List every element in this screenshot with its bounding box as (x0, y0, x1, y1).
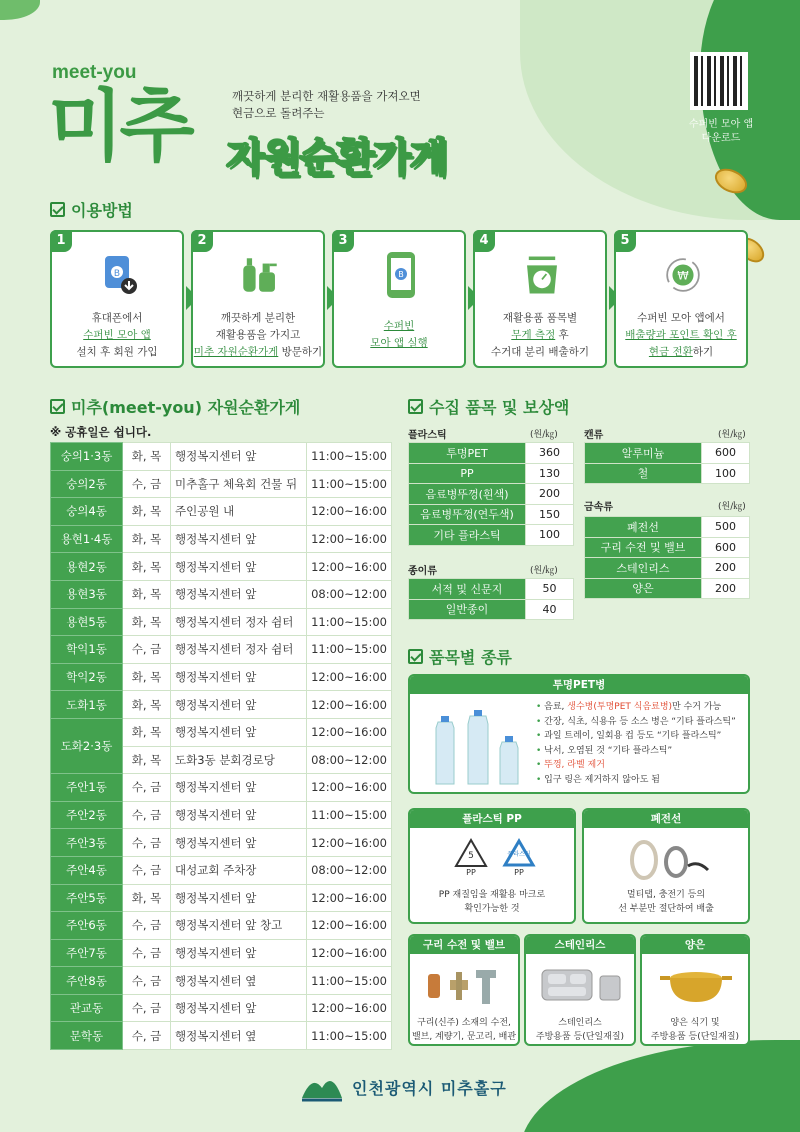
kinds-section-title: 품목별 종류 (408, 645, 512, 668)
table-row: 주안7동 수, 금 행정복지센터 앞 12:00~16:00 (51, 939, 392, 967)
table-row: 투명PET 360 (409, 443, 574, 464)
tray-icon (540, 968, 624, 1004)
table-row: 문학동 수, 금 행정복지센터 옆 11:00~15:00 (51, 1022, 392, 1050)
unit-label: (원/㎏) (718, 502, 746, 512)
table-row: 학익2동 화, 목 행정복지센터 앞 12:00~16:00 (51, 663, 392, 691)
main-title: 자원순환가게 (226, 135, 446, 181)
qr-label: 수퍼빈 모아 앱 다운로드 (688, 119, 754, 144)
checkbox-icon (50, 399, 65, 414)
table-row: 숭의2동 수, 금 미추홀구 체육회 건물 뒤 11:00~15:00 (51, 470, 392, 498)
table-row: 스테인리스 200 (585, 558, 750, 579)
table-row: 용현5동 화, 목 행정복지센터 정자 쉼터 11:00~15:00 (51, 608, 392, 636)
table-row: 숭의4동 화, 목 주인공원 내 12:00~16:00 (51, 498, 392, 526)
table-row: 용현3동 화, 목 행정복지센터 앞 08:00~12:00 (51, 580, 392, 608)
schedule-table (50, 442, 392, 1050)
unit-label: (원/㎏) (718, 430, 746, 440)
table-row: 주안3동 수, 금 행정복지센터 앞 12:00~16:00 (51, 829, 392, 857)
table-row: 숭의1·3동 화, 목 행정복지센터 앞 11:00~15:00 (51, 443, 392, 471)
table-row: 학익1동 수, 금 행정복지센터 정자 쉼터 11:00~15:00 (51, 636, 392, 664)
stainless-card: 스테인리스 스테인리스 주방용품 등(단일재질) (524, 934, 636, 1046)
big-title: 미추 (48, 82, 191, 172)
table-row: 화, 목 도화3동 분회경로당 08:00~12:00 (51, 746, 392, 774)
paper-label: 종이류 (408, 566, 437, 577)
can-label: 캔류 (584, 430, 604, 441)
table-row: 주안8동 수, 금 행정복지센터 옆 11:00~15:00 (51, 967, 392, 995)
pp-card: 플라스틱 PP 5 PP 플라스틱 PP PP 재질임을 재활용 마크로 확인가능한 것 (408, 808, 576, 924)
table-row: 음료병뚜껑(흰색) 200 (409, 484, 574, 505)
recyclables-icon (238, 250, 282, 300)
unit-label: (원/㎏) (530, 566, 558, 576)
table-row: 철 100 (585, 463, 750, 484)
table-row: 일반종이 40 (409, 599, 574, 620)
unit-label: (원/㎏) (530, 430, 558, 440)
checkbox-icon (408, 649, 423, 664)
usage-steps (50, 230, 750, 368)
footer-logo: 인천광역시 미추홀구 (300, 1072, 507, 1102)
plastic-price-table (408, 442, 574, 546)
table-row: 알루미늄 600 (585, 443, 750, 464)
bg-leaf-top-left (0, 0, 40, 20)
metal-price-table (584, 516, 750, 599)
step-5: 5 ₩ 수퍼빈 모아 앱에서 배출량과 포인트 확인 후 현금 전환하기 (614, 230, 748, 368)
table-row: 양은 200 (585, 578, 750, 599)
table-row: 관교동 수, 금 행정복지센터 앞 12:00~16:00 (51, 994, 392, 1022)
table-row: 주안5동 화, 목 행정복지센터 앞 12:00~16:00 (51, 884, 392, 912)
table-row: 주안6동 수, 금 행정복지센터 앞 창고 12:00~16:00 (51, 912, 392, 940)
table-row: PP 130 (409, 463, 574, 484)
table-row: 구리 수전 및 밸브 600 (585, 537, 750, 558)
pot-icon (658, 964, 738, 1008)
usage-section-title: 이용방법 (50, 198, 133, 221)
step-2: 2 깨끗하게 분리한 재활용품을 가지고 미추 자원순환가게 방문하기 (191, 230, 325, 368)
smartphone-app-icon (379, 250, 423, 300)
highlight-text: 생수병(투명PET 식음료병) (567, 702, 673, 712)
pet-bottles-icon (430, 702, 530, 788)
table-row: 음료병뚜껑(연두색) 150 (409, 504, 574, 525)
svg-text:₩: ₩ (677, 268, 689, 283)
svg-text:B: B (113, 269, 121, 279)
rewards-section-title: 수집 품목 및 보상액 (408, 395, 569, 418)
brand-label: meet-you (52, 62, 137, 83)
table-row: 서적 및 신문지 50 (409, 579, 574, 600)
recycle-mark-icon: 5 (454, 838, 488, 868)
table-row: 도화2·3동 화, 목 행정복지센터 앞 12:00~16:00 (51, 718, 392, 746)
qr-code-icon[interactable] (690, 52, 748, 110)
won-exchange-icon (661, 250, 705, 300)
table-row: 폐전선 500 (585, 517, 750, 538)
table-row: 주안2동 수, 금 행정복지센터 앞 11:00~15:00 (51, 801, 392, 829)
wire-icon (624, 836, 714, 884)
table-row: 용현1·4동 화, 목 행정복지센터 앞 12:00~16:00 (51, 525, 392, 553)
schedule-section-title: 미추(meet-you) 자원순환가게 (50, 395, 300, 418)
paper-price-table (408, 578, 574, 620)
scale-icon (520, 250, 564, 300)
can-price-table (584, 442, 750, 484)
phone-download-icon (97, 250, 141, 300)
nickel-card: 양은 양은 식기 및 주방용품 등(단일재질) (640, 934, 750, 1046)
metal-label: 금속류 (584, 502, 613, 513)
svg-text:B: B (398, 270, 404, 279)
table-row: 용현2동 화, 목 행정복지센터 앞 12:00~16:00 (51, 553, 392, 581)
holiday-note: ※ 공휴일은 쉽니다. (50, 425, 152, 439)
header-subtitle: 깨끗하게 분리한 재활용품을 가져오면 현금으로 돌려주는 (232, 89, 421, 120)
copper-card: 구리 수전 및 밸브 구리(신주) 소재의 수전, 밸브, 계량기, 문고리, 배관 (408, 934, 520, 1046)
step-3: 3 B 수퍼빈 모아 앱 실행 (332, 230, 466, 368)
step-1: 1 B 휴대폰에서 수퍼빈 모아 앱 설치 후 회원 가입 (50, 230, 184, 368)
table-row: 주안4동 수, 금 대성교회 주차장 08:00~12:00 (51, 856, 392, 884)
table-row: 기타 플라스틱 100 (409, 525, 574, 546)
pet-card: 투명PET병 • 음료, 생수병(투명PET 식음료병)만 수거 가능 • 간장, 식초, 식용유 등 소스 병은 “기타 플라스틱” • 과일 트레이, 일회용 컵 등도 “기타 플라스틱” • 낙서, 오염된 것 “기타 플라스틱” • 뚜껑, 라벨 제거 • 입구 링은 제거하지 않아도 됨 (408, 674, 750, 794)
checkbox-icon (408, 399, 423, 414)
faucet-icon (424, 964, 504, 1008)
table-row: 주안1동 수, 금 행정복지센터 앞 12:00~16:00 (51, 774, 392, 802)
district-logo-icon (300, 1072, 344, 1102)
step-4: 4 재활용품 품목별 무게 측정 후 수거대 분리 배출하기 (473, 230, 607, 368)
checkbox-icon (50, 202, 65, 217)
table-row: 도화1동 화, 목 행정복지센터 앞 12:00~16:00 (51, 691, 392, 719)
bg-leaf-bottom-right (520, 1040, 800, 1132)
plastic-label: 플라스틱 (408, 430, 447, 441)
wire-card: 폐전선 멀티탭, 충전기 등의 선 부분만 절단하여 배출 (582, 808, 750, 924)
recycle-arrow-icon: 플라스틱 (502, 838, 536, 868)
